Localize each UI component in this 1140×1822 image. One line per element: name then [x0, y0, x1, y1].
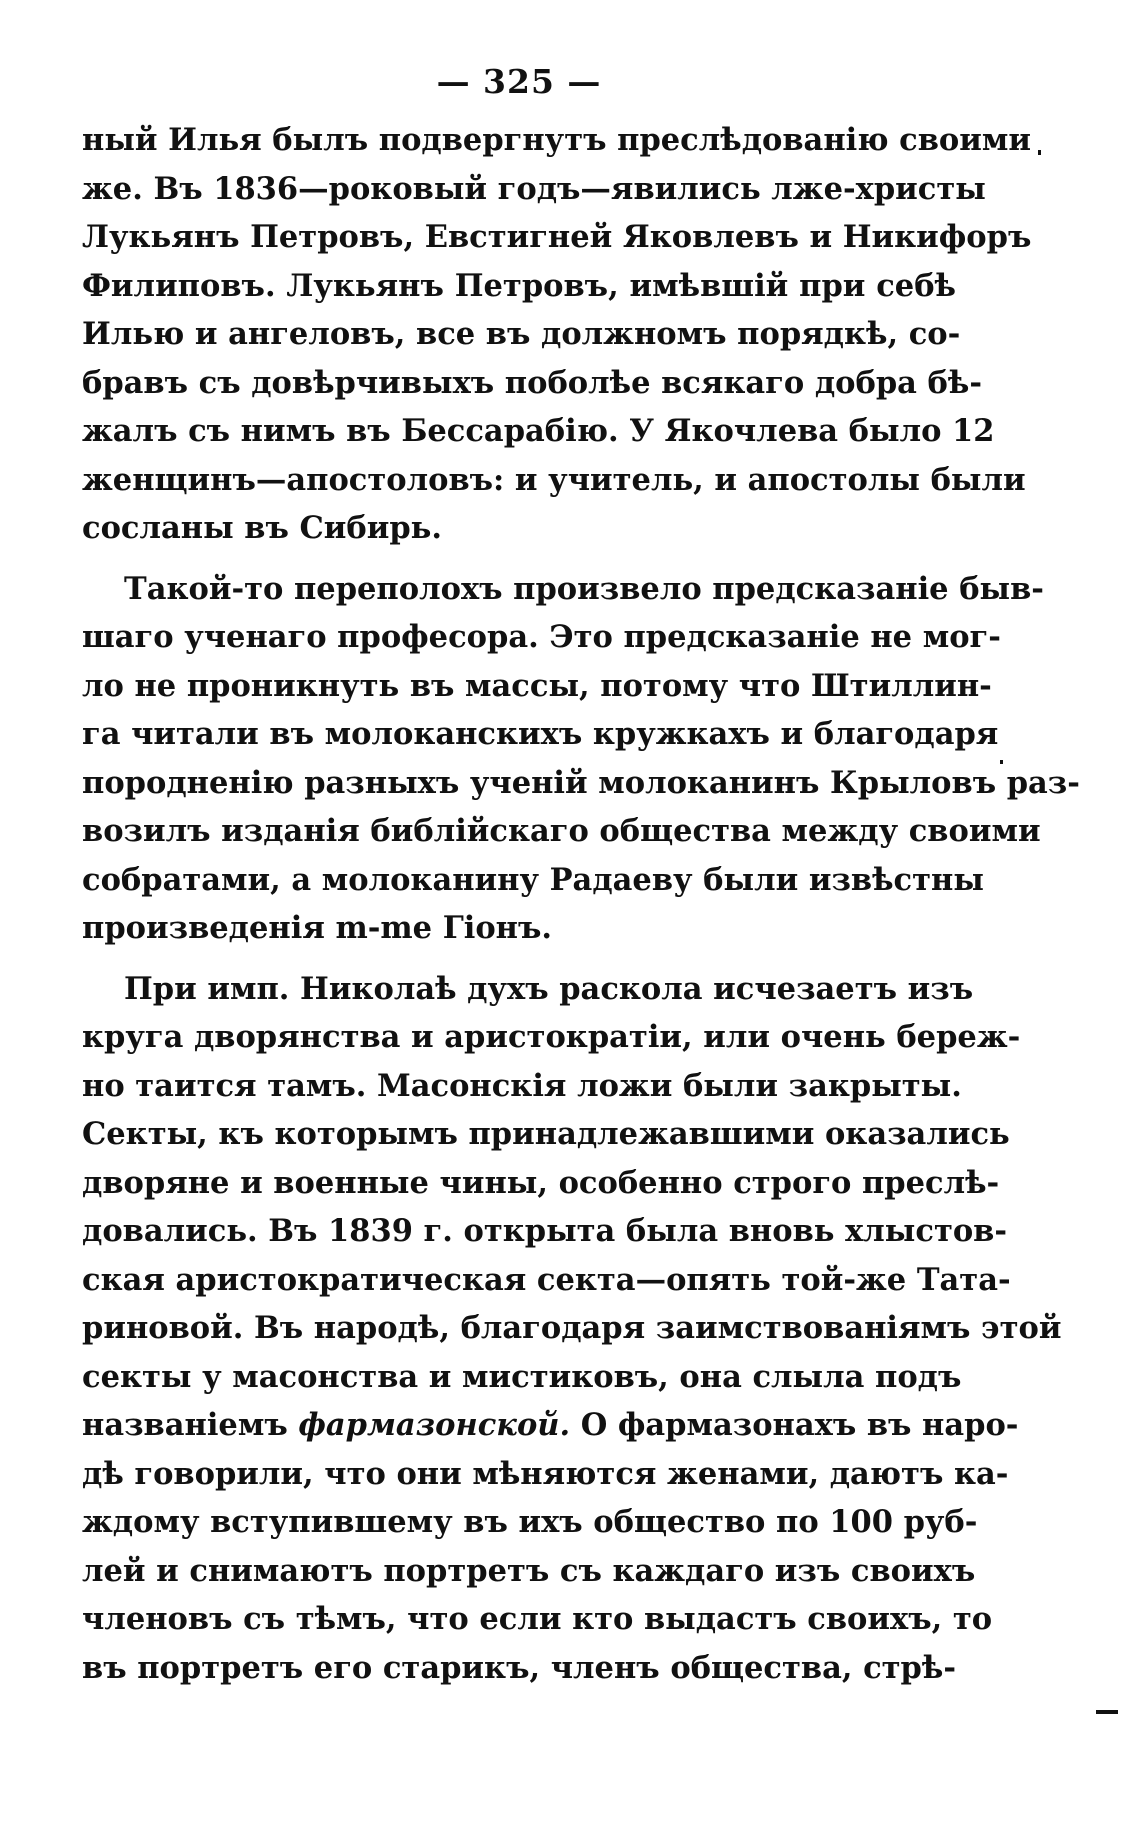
text-line: Секты, къ которымъ принадлежавшими оказались [82, 1116, 1010, 1152]
text-line: членовъ съ тѣмъ, что если кто выдастъ своихъ, то [82, 1601, 993, 1637]
text-line: но таится тамъ. Масонскія ложи были закрыты. [82, 1067, 962, 1104]
text-line: Филиповъ. Лукьянъ Петровъ, имѣвшій при себѣ [82, 267, 956, 304]
paragraph-3 [82, 965, 1062, 1693]
text-line: жалъ съ нимъ въ Бессарабію. У Якочлева было 12 [82, 413, 995, 449]
text-line: круга дворянства и аристократіи, или очень береж- [82, 1019, 1021, 1055]
text-line: въ портретъ его старикъ, членъ общества, стрѣ- [82, 1649, 956, 1686]
text-line: породненію разныхъ ученій молоканинъ Крыловъ раз- [82, 764, 1080, 801]
text-line: ный Илья былъ подвергнутъ преслѣдованію своими [82, 122, 1031, 158]
paragraph-2 [82, 565, 1080, 953]
text-line: лей и снимаютъ портретъ съ каждаго изъ своихъ [82, 1552, 976, 1589]
text-line: шаго ученаго професора. Это предсказаніе не мог- [82, 619, 1001, 655]
text-line: ская аристократическая секта—опять той-же Тата- [82, 1261, 1011, 1298]
text-line: сосланы въ Сибирь. [82, 510, 442, 546]
text-line: ло не проникнуть въ массы, потому что Штиллин- [82, 667, 992, 704]
text-line: Такой-то переполохъ произвело предсказаніе быв- [124, 570, 1044, 607]
text-line: собратами, а молоканину Радаеву были извѣстны [82, 861, 984, 898]
scan-speck [1038, 150, 1041, 155]
scan-speck [1000, 760, 1003, 764]
text-line: секты у масонства и мистиковъ, она слыла подъ [82, 1358, 962, 1395]
text-line: дѣ говорили, что они мѣняются женами, даютъ ка- [82, 1455, 1009, 1492]
document-page [82, 62, 1080, 1704]
text-line: женщинъ—апостоловъ: и учитель, и апостолы были [82, 461, 1026, 498]
text-line: Лукьянъ Петровъ, Евстигней Яковлевъ и Никифоръ [82, 219, 1032, 255]
emphasized-word: фармазонской. [298, 1407, 571, 1443]
scan-dash [1096, 1710, 1118, 1714]
text-fragment: О фармазонахъ въ наро- [570, 1407, 1019, 1443]
text-line-with-emphasis [82, 1401, 1019, 1450]
paragraph-1 [82, 116, 1032, 553]
text-line: ждому вступившему въ ихъ общество по 100 руб- [82, 1504, 978, 1540]
text-line: га читали въ молоканскихъ кружкахъ и благодаря [82, 716, 999, 752]
text-line: При имп. Николаѣ духъ раскола исчезаетъ изъ [124, 970, 974, 1007]
text-line: возилъ изданія библійскаго общества между своими [82, 813, 1041, 849]
text-line: произведенія m-me Гіонъ. [82, 910, 553, 946]
text-line: бравъ съ довѣрчивыхъ поболѣе всякаго добра бѣ- [82, 364, 983, 401]
text-line: довались. Въ 1839 г. открыта была вновь хлыстов- [82, 1213, 1008, 1249]
text-line: Илью и ангеловъ, все въ должномъ порядкѣ, со- [82, 316, 961, 352]
text-line: дворяне и военные чины, особенно строго преслѣ- [82, 1164, 1000, 1201]
text-fragment: названіемъ [82, 1407, 299, 1443]
text-line: же. Въ 1836—роковый годъ—явились лже-христы [82, 170, 986, 207]
page-number: — 325 — [436, 62, 602, 101]
text-line: риновой. Въ народѣ, благодаря заимствованіямъ этой [82, 1310, 1062, 1346]
